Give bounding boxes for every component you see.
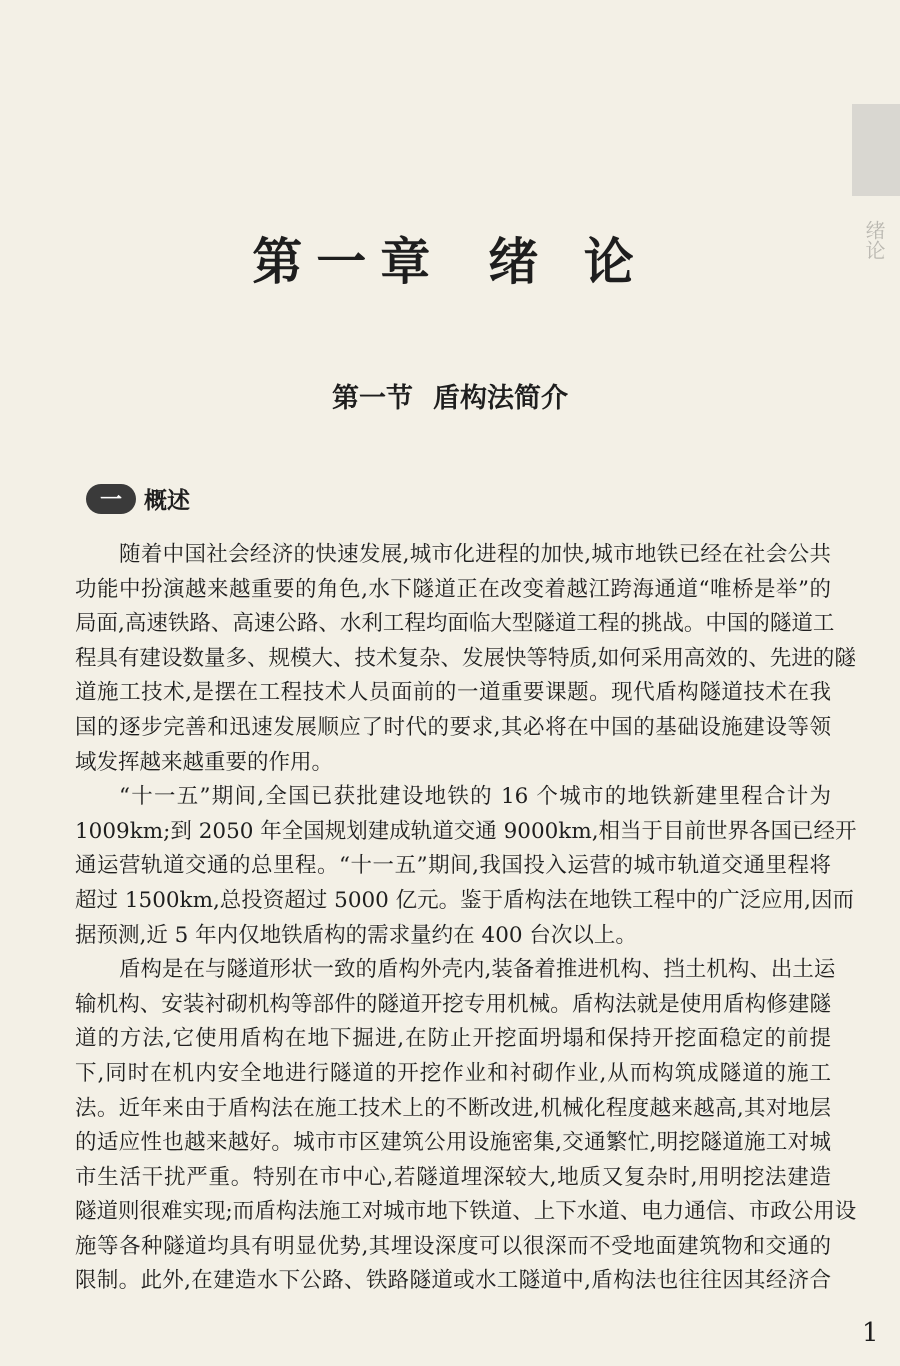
text-line: “十一五”期间,全国已获批建设地铁的 16 个城市的地铁新建里程合计为 (119, 784, 831, 810)
text-line: 限制。此外,在建造水下公路、铁路隧道或水工隧道中,盾构法也往往因其经济合 (75, 1268, 831, 1294)
chapter-title (0, 222, 900, 294)
subsection-heading (86, 482, 190, 515)
text-line: 据预测,近 5 年内仅地铁盾构的需求量约在 400 台次以上。 (75, 922, 637, 948)
text-line: 下,同时在机内安全地进行隧道的开挖作业和衬砌作业,从而构筑成隧道的施工 (75, 1060, 831, 1086)
text-line: 道施工技术,是摆在工程技术人员面前的一道重要课题。现代盾构隧道技术在我 (75, 680, 831, 706)
text-line: 随着中国社会经济的快速发展,城市化进程的加快,城市地铁已经在社会公共 (119, 542, 831, 567)
paragraph (75, 538, 856, 780)
subsection-title: 概述 (144, 488, 190, 514)
text-line: 市生活干扰严重。特别在市中心,若隧道埋深较大,地质又复杂时,用明挖法建造 (75, 1164, 831, 1190)
text-line: 超过 1500km,总投资超过 5000 亿元。鉴于盾构法在地铁工程中的广泛应用,因而 (75, 887, 855, 913)
text-line: 施等各种隧道均具有明显优势,其埋设深度可以很深而不受地面建筑物和交通的 (75, 1233, 831, 1259)
section-title (0, 376, 900, 415)
page-number: 1 (862, 1318, 879, 1348)
paragraph (75, 780, 857, 953)
subsection-number-badge: 一 (86, 484, 136, 514)
text-line: 通运营轨道交通的总里程。“十一五”期间,我国投入运营的城市轨道交通里程将 (75, 853, 831, 879)
section-prefix: 第一节 (332, 383, 413, 414)
body-text (75, 538, 857, 1299)
chapter-prefix: 第一章 (252, 233, 445, 291)
text-line: 局面,高速铁路、高速公路、水利工程均面临大型隧道工程的挑战。中国的隧道工 (75, 611, 835, 637)
text-line: 1009km;到 2050 年全国规划建成轨道交通 9000km,相当于目前世界各国已经开 (75, 818, 857, 844)
text-line: 域发挥越来越重要的作用。 (75, 749, 334, 775)
chapter-name: 绪 论 (488, 233, 648, 291)
chapter-side-label: 绪论 (862, 220, 886, 260)
chapter-side-tab (852, 104, 900, 196)
text-line: 隧道则很难实现;而盾构法施工对城市地下铁道、上下水道、电力通信、市政公用设 (75, 1199, 857, 1225)
text-line: 盾构是在与隧道形状一致的盾构外壳内,装备着推进机构、挡土机构、出土运 (119, 957, 836, 983)
text-line: 道的方法,它使用盾构在地下掘进,在防止开挖面坍塌和保持开挖面稳定的前提 (75, 1026, 831, 1052)
text-line: 功能中扮演越来越重要的角色,水下隧道正在改变着越江跨海通道“唯桥是举”的 (75, 576, 831, 602)
text-line: 国的逐步完善和迅速发展顺应了时代的要求,其必将在中国的基础设施建设等领 (75, 714, 831, 740)
text-line: 输机构、安装衬砌机构等部件的隧道开挖专用机械。盾构法就是使用盾构修建隧 (75, 991, 831, 1017)
paragraph (75, 953, 857, 1299)
text-line: 法。近年来由于盾构法在施工技术上的不断改进,机械化程度越来越高,其对地层 (75, 1095, 831, 1121)
text-line: 程具有建设数量多、规模大、技术复杂、发展快等特质,如何采用高效的、先进的隧 (75, 645, 856, 671)
text-line: 的适应性也越来越好。城市市区建筑公用设施密集,交通繁忙,明挖隧道施工对城 (75, 1130, 831, 1156)
section-name: 盾构法简介 (433, 383, 568, 414)
